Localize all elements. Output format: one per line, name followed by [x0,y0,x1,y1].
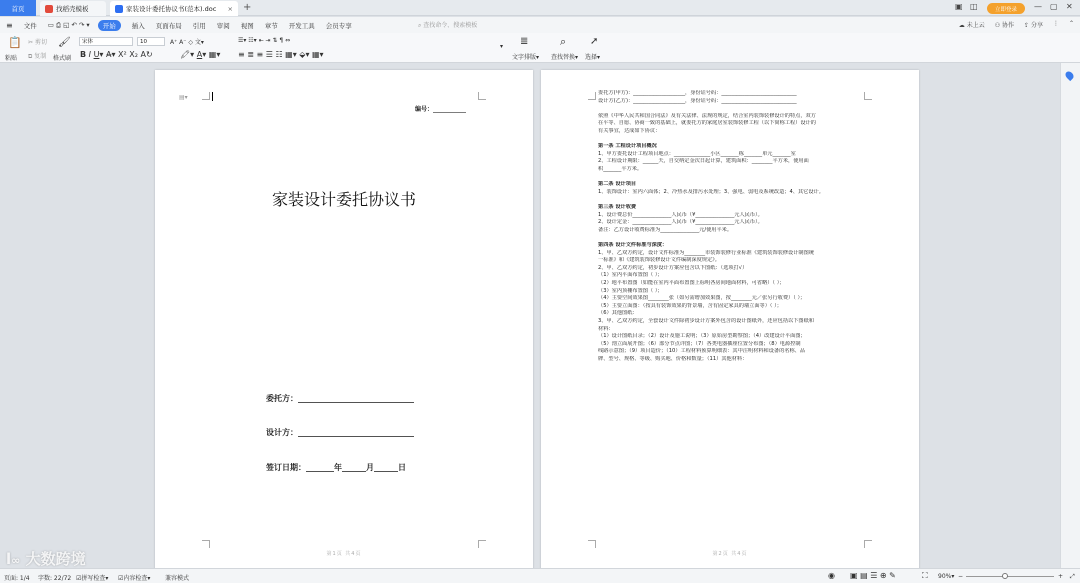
text-layout-icon[interactable]: ≣ [520,36,529,47]
close-icon[interactable]: × [227,4,233,13]
tab-home[interactable] [0,0,36,16]
document-page-2[interactable] [541,70,919,570]
margin-corner [202,92,210,100]
body-line: 委托方(甲方)：____________________，身份证号码：_____________________________ [598,90,797,96]
menu-chapter[interactable]: 章节 [264,21,278,30]
body-line: 在平等、自愿、协商一致的基础上，就委托方的家庭居室装饰装修工程（以下简称工程）设计的 [598,120,816,127]
margin-corner [478,92,486,100]
login-button[interactable] [987,3,1025,14]
collab-label: 协作 [1002,22,1015,29]
body-line: 1、甲方委托设计工程项目地点：______________小区_______栋_______单元_______室 [598,150,796,157]
tab-document-label: 家装设计委托协议书(范本).doc [126,5,217,13]
right-sidebar [1060,63,1080,568]
body-line: 有关事宜，达成如下协议： [598,128,661,134]
command-search[interactable] [418,20,477,30]
quick-access-icons[interactable]: ▭ ⎙ ◱ ↶ ↷ ▾ [47,20,90,29]
spell-check-label: 拼写检查 [81,575,106,582]
tab-home-label: 首页 [11,4,25,13]
body-line: 依照《中华人民共和国合同法》及有关法律、法规的规定，结合室内装饰装修设计的特点，双方 [598,112,816,119]
collab-button[interactable]: ⚇ 协作 [994,22,1015,29]
zoom-slider-knob[interactable] [1002,573,1008,579]
more-icon[interactable]: ⋮ [1052,20,1059,27]
page-footer: 第1页 共4页 [326,551,362,557]
body-line: （1）室内平面布置图（ ）； [598,272,663,279]
body-line: 一标准》和《建筑装饰装修设计文件编制深度规定》。 [598,257,720,264]
body-line: 1、装饰设计：室内六面体；2、冷热水及排污水处理；3、强电、弱电及系统改造；4、其它设计。 [598,188,824,195]
find-replace-label: 查找替换 [551,54,576,61]
menu-view[interactable]: 视图 [240,21,254,30]
fullscreen-icon[interactable]: ⤢ [1070,573,1075,580]
styles-expand-icon[interactable]: ▾ [500,43,504,50]
body-line: （5）主要立面图：（按具有装饰效果的背景墙，含有固定家具的墙立面等）（ ）； [598,302,782,309]
status-bar [0,568,1080,583]
copy-button[interactable]: ⧉ 复制 [28,53,47,60]
body-line: 备注：乙方设计收费标准为_______________元/使用平米。 [598,226,733,233]
location-pin-icon[interactable] [1064,70,1075,81]
body-line: 3、甲、乙双方约定，全套设计文件除初步设计方案外包含的设计图纸外，还应包括以下图纸和 [598,318,814,324]
compat-mode: 兼容模式 [165,575,190,582]
zoom-slider[interactable] [966,576,1054,577]
collapse-ribbon-icon[interactable]: ⌃ [1068,20,1074,27]
body-line: （6）其他图纸： [598,310,638,317]
tab-template-label: 找稻壳模板 [56,5,89,13]
ribbon-toolbar [0,33,1080,63]
font-tools-icons[interactable]: A⁺ A⁻ ◇ 文▾ [170,39,204,46]
body-line: 线路示意图；（9）项目造价；（10）工程材料预算明细表：其中注明材料和设备的名称、品 [598,348,806,355]
document-number: 编号：___________ [415,106,467,113]
share-label: 分享 [1030,22,1043,29]
tab-bar [0,0,1080,16]
body-line: 第三条 设计收费 [598,204,637,210]
menu-references[interactable]: 引用 [192,21,206,30]
text-layout-label: 文字排版 [512,54,537,61]
cloud-save-label: 未上云 [966,22,985,29]
format-painter-icon[interactable]: 🖌 [58,37,71,48]
body-line: 2、甲、乙双方约定，初步设计方案应包含以下图纸：（选项打√） [598,264,748,271]
select-button[interactable]: 选择▾ [585,54,601,61]
font-family-select[interactable]: 宋体 [79,37,133,46]
search-placeholder: 查找命令、搜索模板 [423,22,478,29]
word-count[interactable]: 字数: 22/72 [38,575,72,582]
zoom-out-icon[interactable]: − [958,573,964,580]
body-line: 设计方(乙方)：____________________，身份证号码：_____________________________ [598,97,797,104]
body-line: 牌、型号、规格、等级、购买地、价格和数量；（11）其他材料： [598,356,748,362]
designer-signature-line: 设计方：_____________________________ [266,427,414,437]
fit-page-icon[interactable]: ⛶ [922,571,928,580]
body-line: （3）室内顶棚布置图（ ）； [598,287,663,294]
content-check-label: 内容检查 [123,575,148,582]
paste-button[interactable]: 粘贴 [5,55,18,62]
body-line: 第二条 设计项目 [598,181,637,188]
tab-document[interactable] [110,1,238,16]
menu-insert[interactable]: 插入 [131,21,145,30]
skin-icon[interactable]: ◫ [970,2,978,11]
new-tab-icon[interactable]: + [243,2,252,13]
menu-page-layout[interactable]: 页面布局 [155,21,182,30]
body-line: （1）设计图纸目录；（2）设计及施工说明；（3）原始房型勘察图；（4）改建设计平面图； [598,333,806,340]
body-line: （5）剖立面展开图；（6）部分节点详图；（7）各类电器插座位置分布图；（8）电源控制 [598,340,801,347]
margin-corner [864,92,872,100]
zoom-level[interactable]: 90%▾ [938,573,955,580]
body-line: （4）主要空间效果图________张（如另需增加效果图，按________元／张另行收费）（ ）； [598,295,806,302]
margin-corner [588,540,596,548]
menu-home[interactable]: 开始 [98,20,121,31]
hamburger-icon[interactable]: ≡ [6,20,13,30]
word-doc-icon [115,5,123,13]
menu-file[interactable]: 文件 [23,21,37,30]
font-size-select[interactable]: 10 [137,37,165,46]
document-page-1[interactable] [155,70,533,570]
tab-template[interactable] [40,1,106,16]
client-signature-line: 委托方：_____________________________ [266,393,414,403]
page-count[interactable]: 页面: 1/4 [4,575,30,582]
body-line: 第四条 设计文件标准与深度： [598,242,668,248]
paragraph-handle-icon[interactable]: ▤▾ [179,94,188,101]
share-button[interactable]: ⇪ 分享 [1024,22,1043,29]
text-layout-button[interactable]: 文字排版▾ [512,54,540,61]
signing-date-line: 签订日期：_______年______月______日 [266,462,406,472]
margin-corner [588,92,596,100]
right-menu [959,20,1074,29]
menu-member[interactable]: 会员专享 [325,21,352,30]
copy-label: 复制 [34,53,47,60]
zoom-level-label: 90% [938,573,952,580]
body-line: 2、工程设计期限：______天，自交纳定金次日起计算，建筑面积：________平方米，使用面 [598,158,809,165]
menu-review[interactable]: 审阅 [216,21,230,30]
text-format-icons[interactable]: B I U▾ A̶▾ X² X₂ A↻ [80,50,153,59]
cut-button[interactable]: ✂ 剪切 [28,39,47,46]
minimize-icon[interactable]: — [1034,2,1042,11]
spell-check-button[interactable]: ☑拼写检查▾ [76,575,109,582]
page-footer: 第2页 共4页 [712,551,748,557]
view-mode-icons[interactable]: ▣ ▤ ☰ ⊕ ✎ [850,571,896,580]
window-close-icon[interactable]: ✕ [1066,2,1073,11]
cut-label: 剪切 [34,39,47,46]
document-title: 家装设计委托协议书 [271,190,416,209]
margin-corner [478,540,486,548]
select-label: 选择 [585,54,598,61]
format-painter-button[interactable]: 格式刷 [53,55,72,62]
margin-corner [202,540,210,548]
watermark-text: 大数跨境 [25,550,86,568]
text-cursor [212,92,213,101]
watermark-logo: l∞ 大数跨境 [6,550,86,568]
body-line: 第一条 工程设计项目概况 [598,143,657,150]
body-line: （2）地平布置图（如能在室内平面布置图上标明各房间地面材料，可省略）（ ）； [598,280,785,286]
zoom-in-icon[interactable]: + [1058,573,1064,580]
maximize-icon[interactable]: ▢ [1050,2,1058,11]
find-icon[interactable]: ⌕ [560,35,567,48]
body-line: 2、设计定金：_______________人民币（¥_______________元人民币）。 [598,219,763,226]
select-cursor-icon[interactable]: ➚ [590,36,599,47]
body-line: 材料： [598,325,614,332]
list-tools-icons[interactable]: ☰▾ ☷▾ ⇤ ⇥ ⇅ ¶ ⇔ [238,37,291,44]
align-tools-icons[interactable]: ≡ ≣ ≡ ☰ ☷ ▦▾ ⬙▾ ▦▾ [238,50,324,59]
menu-bar [0,17,1080,33]
login-label: 立即登录 [994,6,1017,13]
window-layout-icon[interactable]: ▣ [955,2,963,11]
body-line: 1、甲、乙双方约定，设计文件标准为________市装饰装修行业标准《建筑装饰装修设计制图统 [598,249,814,256]
body-line: 1、设计费总价_______________人民币（¥_______________元人民币）。 [598,211,763,218]
docer-icon [45,5,53,13]
menu-developer[interactable]: 开发工具 [288,21,315,30]
highlight-color-icons[interactable]: 🖍▾ A▾ ▦▾ [180,50,221,59]
body-line: 积_______平方米。 [598,166,643,172]
search-icon: ⌕ [418,22,424,29]
margin-corner [864,540,872,548]
cloud-save-button[interactable]: ☁ 未上云 [958,22,985,29]
find-replace-button[interactable]: 查找替换▾ [551,54,579,61]
content-check-button[interactable]: ☑内容检查▾ [118,575,151,582]
paste-icon[interactable]: 📋 [8,36,22,49]
eye-icon[interactable]: ◉ [828,571,835,580]
